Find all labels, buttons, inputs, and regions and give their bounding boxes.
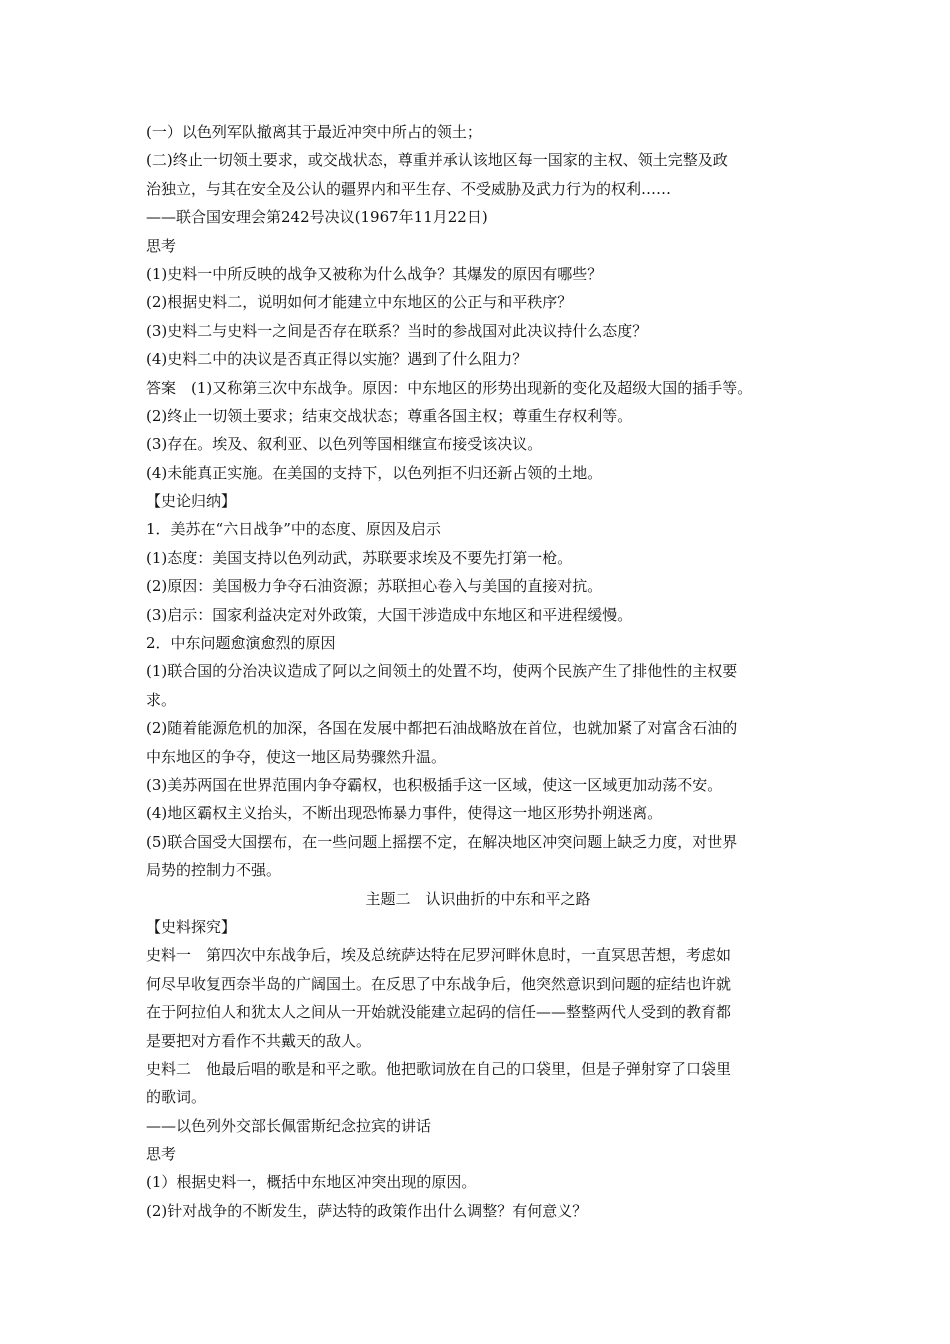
document-page — [146, 118, 810, 1225]
summary-point-1: 1．美苏在“六日战争”中的态度、原因及启示 — [146, 520, 441, 539]
summary-2-item-2: (2)随着能源危机的加深，各国在发展中都把石油战略放在首位，也就加紧了对富含石油的 — [146, 719, 738, 738]
question-2: (2)根据史料二，说明如何才能建立中东地区的公正与和平秩序？ — [146, 293, 573, 312]
answer-4: (4)未能真正实施。在美国的支持下，以色列拒不归还新占领的土地。 — [146, 463, 603, 482]
question-2-2: (2)针对战争的不断发生，萨达特的政策作出什么调整？有何意义？ — [146, 1201, 588, 1220]
source-1-line-4: 是要把对方看作不共戴天的敌人。 — [146, 1031, 372, 1050]
summary-2-item-4: (4)地区霸权主义抬头，不断出现恐怖暴力事件，使得这一地区形势扑朔迷离。 — [146, 804, 663, 823]
source-1-line-3: 在于阿拉伯人和犹太人之间从一开始就没能建立起码的信任——整整两代人受到的教育都 — [146, 1003, 732, 1022]
summary-2-item-3: (3)美苏两国在世界范围内争夺霸权，也积极插手这一区域，使这一区域更加动荡不安。 — [146, 775, 723, 794]
resolution-item-2-cont: 治独立，与其在安全及公认的疆界内和平生存、不受威胁及武力行为的权利…… — [146, 179, 672, 198]
source-2-line-2: 的歌词。 — [146, 1088, 207, 1107]
section-heading-think: 思考 — [146, 236, 177, 255]
question-3: (3)史料二与史料一之间是否存在联系？当时的参战国对此决议持什么态度？ — [146, 321, 648, 340]
section-heading-summary: 【史论归纳】 — [146, 492, 237, 511]
topic-2-title: 主题二 认识曲折的中东和平之路 — [365, 889, 591, 908]
source-2-citation: ——以色列外交部长佩雷斯纪念拉宾的讲话 — [146, 1116, 432, 1135]
answer-2: (2)终止一切领土要求；结束交战状态；尊重各国主权；尊重生存权利等。 — [146, 406, 633, 425]
summary-2-item-1: (1)联合国的分治决议造成了阿以之间领土的处置不均，使两个民族产生了排他性的主权要 — [146, 662, 738, 681]
summary-point-2: 2．中东问题愈演愈烈的原因 — [146, 634, 336, 653]
summary-1-reason: (2)原因：美国极力争夺石油资源；苏联担心卷入与美国的直接对抗。 — [146, 577, 603, 596]
answer-1: 答案 (1)又称第三次中东战争。原因：中东地区的形势出现新的变化及超级大国的插手等。 — [146, 378, 753, 397]
section-heading-think-2: 思考 — [146, 1145, 177, 1164]
section-heading-exploration: 【史料探究】 — [146, 917, 237, 936]
question-2-1: (1）根据史料一，概括中东地区冲突出现的原因。 — [146, 1173, 477, 1192]
question-1: (1)史料一中所反映的战争又被称为什么战争？其爆发的原因有哪些？ — [146, 264, 603, 283]
summary-1-lesson: (3)启示：国家利益决定对外政策，大国干涉造成中东地区和平进程缓慢。 — [146, 605, 633, 624]
source-2-line-1: 史料二 他最后唱的歌是和平之歌。他把歌词放在自己的口袋里，但是子弹射穿了口袋里 — [146, 1059, 732, 1078]
summary-2-item-2-cont: 中东地区的争夺，使这一地区局势骤然升温。 — [146, 747, 447, 766]
question-4: (4)史料二中的决议是否真正得以实施？遇到了什么阻力？ — [146, 350, 528, 369]
source-1-line-1: 史料一 第四次中东战争后，埃及总统萨达特在尼罗河畔休息时，一直冥思苦想，考虑如 — [146, 946, 732, 965]
resolution-item-1: (一）以色列军队撤离其于最近冲突中所占的领土； — [146, 123, 482, 141]
source-citation: ——联合国安理会第242号决议(1967年11月22日) — [146, 208, 488, 227]
answer-3: (3)存在。埃及、叙利亚、以色列等国相继宣布接受该决议。 — [146, 435, 543, 454]
resolution-item-2: (二)终止一切领土要求，或交战状态，尊重并承认该地区每一国家的主权、领土完整及政 — [146, 151, 728, 170]
summary-2-item-5-cont: 局势的控制力不强。 — [146, 861, 282, 880]
summary-1-attitude: (1)态度：美国支持以色列动武，苏联要求埃及不要先打第一枪。 — [146, 548, 573, 567]
summary-2-item-5: (5)联合国受大国摆布，在一些问题上摇摆不定，在解决地区冲突问题上缺乏力度，对世界 — [146, 832, 738, 851]
source-1-line-2: 何尽早收复西奈半岛的广阔国土。在反思了中东战争后，他突然意识到问题的症结也许就 — [146, 974, 732, 993]
summary-2-item-1-cont: 求。 — [146, 690, 177, 709]
